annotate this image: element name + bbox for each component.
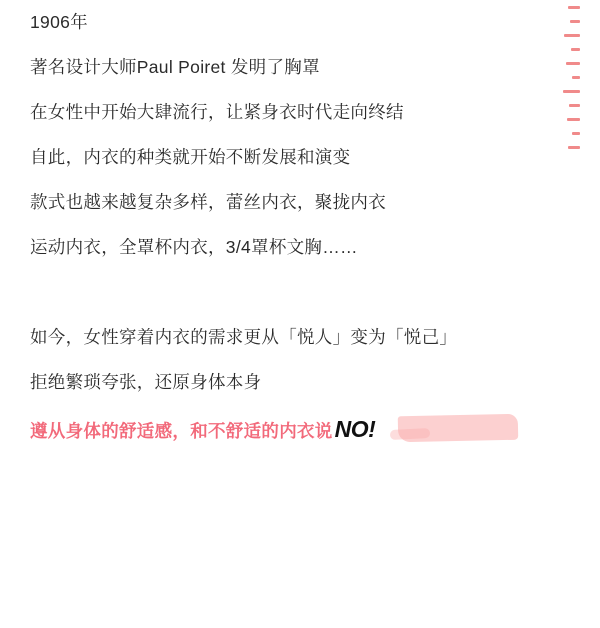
text-line: 运动内衣，全罩杯内衣，3/4罩杯文胸…… — [30, 237, 358, 257]
text-line: 拒绝繁琐夸张，还原身体本身 — [30, 372, 262, 392]
slogan-text: 遵从身体的舒适感，和不舒适的内衣说 — [30, 421, 333, 441]
text-line: 1906年 — [30, 12, 88, 32]
blank-line — [30, 270, 550, 315]
text-line: 自此，内衣的种类就开始不断发展和演变 — [30, 147, 351, 167]
dashed-tick-marks — [554, 0, 580, 170]
document-body — [30, 0, 550, 452]
text-line: 款式也越来越复杂多样，蕾丝内衣，聚拢内衣 — [30, 192, 386, 212]
text-line: 如今，女性穿着内衣的需求更从「悦人」变为「悦己」 — [30, 327, 458, 347]
slogan-emphasis: NO! — [334, 416, 376, 442]
highlighted-slogan — [30, 407, 550, 452]
text-line: 在女性中开始大肆流行，让紧身衣时代走向终结 — [30, 102, 404, 122]
brush-stroke-highlight — [398, 414, 519, 443]
text-line: 著名设计大师Paul Poiret 发明了胸罩 — [30, 57, 320, 77]
